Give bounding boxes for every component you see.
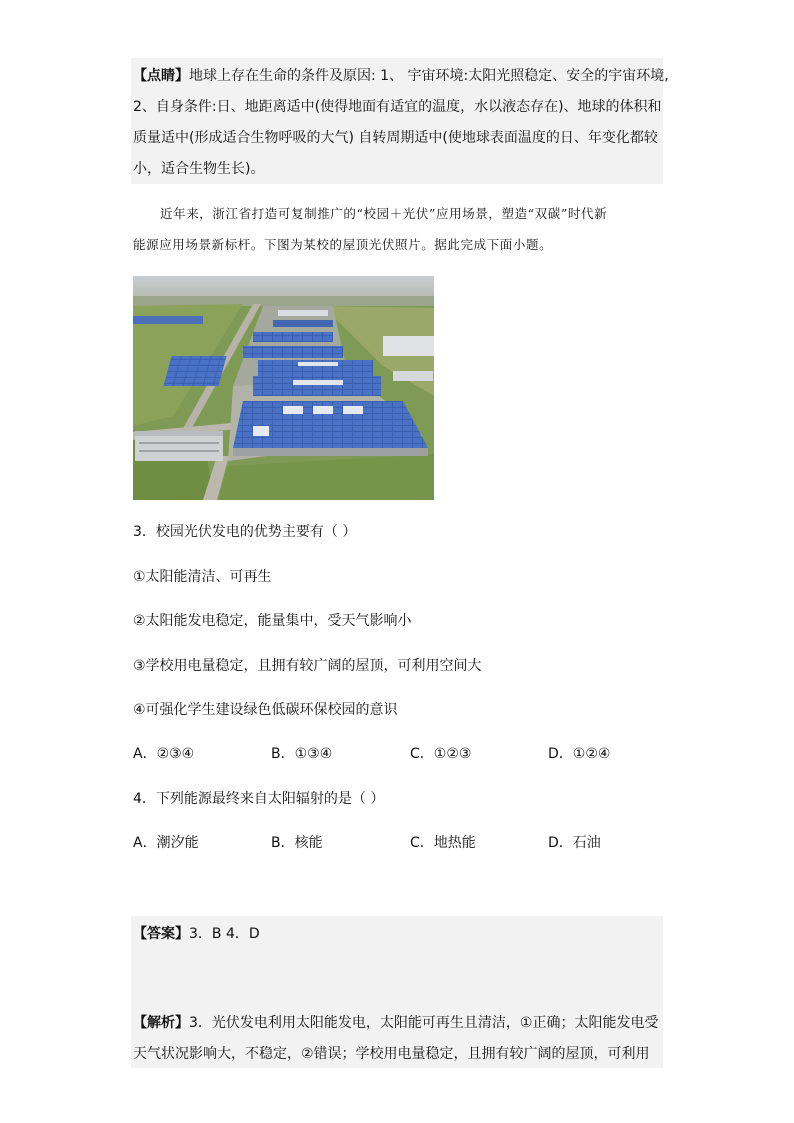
analysis-label: 【解析】 bbox=[133, 1015, 189, 1031]
q4-stem: 4．下列能源最终来自太阳辐射的是（ ） bbox=[133, 791, 385, 807]
q3-option-c: C．①②③ bbox=[410, 746, 472, 762]
intro-line-2: 能源应用场景新标杆。下图为某校的屋顶光伏照片。据此完成下面小题。 bbox=[133, 237, 553, 252]
q3-option-a: A．②③④ bbox=[133, 746, 195, 762]
q3-item-3: ③学校用电量稳定，且拥有较广阔的屋顶，可利用空间大 bbox=[133, 658, 482, 674]
tip-label: 【点睛】 bbox=[133, 68, 189, 84]
q4-option-a: A．潮汐能 bbox=[133, 835, 199, 851]
tip-line-1: 【点睛】地球上存在生命的条件及原因: 1、 宇宙环境:太阳光照稳定、安全的宇宙环境, bbox=[133, 68, 669, 84]
tip-line-3: 质量适中(形成适合生物呼吸的大气) 自转周期适中(使地球表面温度的日、年变化都较 bbox=[133, 130, 658, 146]
analysis-line-1: 【解析】3．光伏发电利用太阳能发电，太阳能可再生且清洁，①正确；太阳能发电受 bbox=[133, 1015, 659, 1031]
q3-item-2: ②太阳能发电稳定，能量集中，受天气影响小 bbox=[133, 613, 412, 629]
tip-line-2: 2、自身条件:日、地距离适中(使得地面有适宜的温度，水以液态存在)、地球的体积和 bbox=[133, 99, 662, 115]
q3-option-d: D．①②④ bbox=[548, 746, 611, 762]
q3-item-1: ①太阳能清洁、可再生 bbox=[133, 569, 272, 585]
analysis-line-2: 天气状况影响大，不稳定，②错误；学校用电量稳定，且拥有较广阔的屋顶，可利用 bbox=[133, 1046, 650, 1062]
q3-item-4: ④可强化学生建设绿色低碳环保校园的意识 bbox=[133, 702, 398, 718]
q4-option-b: B．核能 bbox=[271, 835, 323, 851]
answer-text: 3．B 4．D bbox=[189, 926, 260, 942]
answer-label: 【答案】 bbox=[133, 926, 189, 942]
rooftop-solar-photo bbox=[133, 276, 434, 500]
q4-option-d: D．石油 bbox=[548, 835, 601, 851]
q3-option-b: B．①③④ bbox=[271, 746, 333, 762]
q4-option-c: C．地热能 bbox=[410, 835, 476, 851]
q3-stem: 3．校园光伏发电的优势主要有（ ） bbox=[133, 524, 357, 540]
intro-line-1: 近年来，浙江省打造可复制推广的“校园＋光伏”应用场景，塑造“双碳”时代新 bbox=[160, 206, 608, 221]
answer-line bbox=[133, 924, 260, 944]
tip-line-4: 小，适合生物生长)。 bbox=[133, 161, 265, 177]
